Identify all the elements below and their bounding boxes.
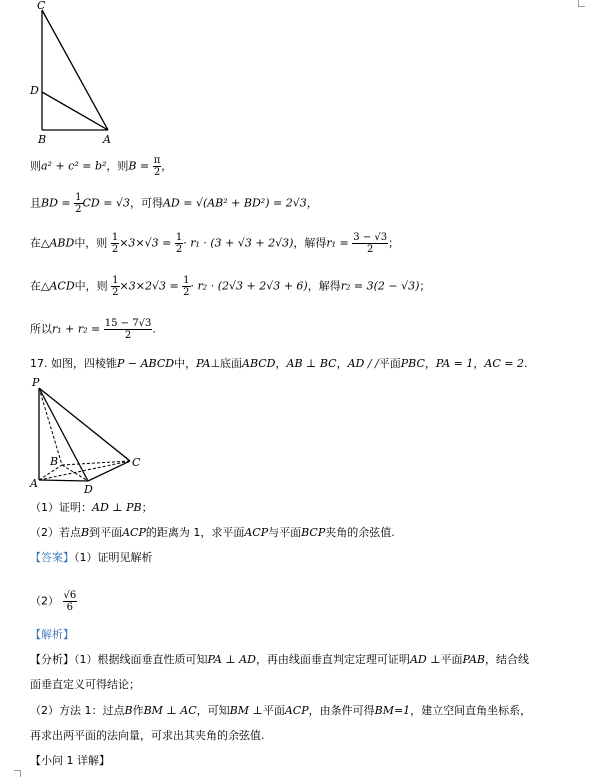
q17-m8: AC = 2 [484, 357, 524, 370]
analysis-f3-m4: BM=1 [374, 704, 411, 717]
sol16-l3-m1: ×3×√3 = [119, 236, 172, 250]
sol16-l4-n2: 1 [183, 275, 190, 286]
q17-t3: ⊥底面 [210, 357, 243, 370]
sol16-l1-a: 则 [30, 159, 41, 173]
corner-mark-bottom-left [14, 770, 21, 777]
edge-ca [42, 10, 108, 130]
parts-p2-b: B [81, 526, 90, 539]
fraction-pi-over-2 [153, 155, 162, 178]
sol16-l3-tri: △ABD [41, 236, 75, 250]
sol16-l3-d1: 2 [111, 244, 119, 255]
q17-t1: 17. 如图，四棱锥 [30, 357, 117, 370]
analysis-line-3 [30, 703, 531, 719]
q17-m7: PA = 1 [435, 357, 474, 370]
sol16-l3-m2: · r₁ · (3 + √3 + 2√3) [183, 236, 294, 250]
analysis-tag [30, 627, 74, 643]
analysis-f3-e: 平面 [262, 704, 285, 717]
sol16-l1-den: 2 [153, 167, 161, 178]
label-b: B [38, 133, 47, 146]
sol16-l4-d2: 2 [183, 287, 190, 298]
sol16-l5-end: . [152, 322, 156, 336]
q17-m4: AB ⊥ BC [286, 357, 337, 370]
parts-p2-a: （2）若点 [30, 526, 81, 539]
sol16-l4-c: ，解得 [307, 279, 341, 293]
solution-line-5 [30, 318, 156, 341]
pyramid-figure [26, 375, 156, 495]
label-p: P [32, 376, 40, 389]
sol16-l1-var: B = [128, 159, 150, 173]
analysis-f1-m2: AD ⊥ [409, 653, 441, 666]
label-c2: C [132, 456, 141, 469]
sol16-l2-eq3: AD = √(AB² + BD²) = 2√3 [162, 196, 307, 210]
parts-p1-end: ； [141, 501, 153, 514]
sol16-l2-eq2: CD = √3 [82, 196, 130, 210]
solution-line-3 [30, 232, 399, 255]
sol16-l5-m: r₁ + r₂ = [52, 322, 101, 336]
parts-p2-e: 与平面 [268, 526, 302, 539]
answer-a1: （1）证明见解析 [74, 551, 153, 564]
q17-m5: AD / / [347, 357, 379, 370]
edge-dc [88, 461, 130, 481]
q17-t4: ， [275, 357, 287, 370]
analysis-f3-m1: BM ⊥ AC [143, 704, 197, 717]
corner-mark-top-right [578, 0, 585, 7]
analysis-f1-c: 平面 [440, 653, 463, 666]
problem-17-statement [30, 356, 527, 372]
q17-t6: 平面 [378, 357, 401, 370]
sol16-l1-eq: a² + c² = b² [41, 159, 107, 173]
sol16-l2-num: 1 [75, 192, 82, 203]
parts-p2-m2: ACP [244, 526, 269, 539]
answer-line-2 [30, 590, 77, 613]
analysis-f3-m3: ACP [284, 704, 309, 717]
solution-line-1 [30, 155, 172, 178]
analysis-f3-m2: BM ⊥ [229, 704, 263, 717]
q17-t9: . [523, 357, 528, 370]
answer-tag: 【答案】 [30, 551, 74, 564]
analysis-f1-a: （1）根据线面垂直性质可知 [74, 653, 208, 666]
sol16-l3-c: ，解得 [293, 236, 327, 250]
fraction [104, 318, 153, 341]
sol16-l2-eq1: BD = [41, 196, 71, 210]
fraction [111, 232, 119, 255]
q17-m3: ABCD [242, 357, 276, 370]
label-b2: B [50, 455, 59, 468]
analysis-line-1 [30, 652, 529, 668]
sol16-l3-n2: 1 [175, 232, 183, 243]
label-c: C [37, 0, 46, 12]
q17-m1: P − ABCD [117, 357, 175, 370]
sol16-l4-m2: · r₂ · (2√3 + 2√3 + 6) [190, 279, 308, 293]
fraction [182, 275, 190, 298]
sol16-l4-m3: r₂ = 3(2 − √3) [340, 279, 420, 293]
analysis-sub-tag: 【小问 1 详解】 [30, 754, 110, 767]
sol16-l4-tri: △ACD [41, 279, 75, 293]
subquestion-1-tag [30, 753, 110, 769]
analysis-tag: 【解析】 [30, 628, 74, 641]
part-2 [30, 525, 395, 541]
q17-t8: ， [473, 357, 485, 370]
q17-t5: ， [336, 357, 348, 370]
q17-m6: PBC [400, 357, 425, 370]
sol16-l4-n1: 1 [112, 275, 119, 286]
q17-t2: 中， [174, 357, 197, 370]
edge-pc [39, 388, 130, 461]
edge-pb [39, 388, 62, 465]
sol16-l5-a: 所以 [30, 322, 52, 336]
analysis-line-2 [30, 677, 140, 693]
parts-p1-a: （1）证明： [30, 501, 92, 514]
parts-p2-c: 到平面 [89, 526, 123, 539]
analysis-f-tag: 【分析】 [30, 653, 74, 666]
fraction [74, 192, 82, 215]
sol16-l2-a: 且 [30, 196, 41, 210]
analysis-f1-b: ，再由线面垂直判定定理可证明 [255, 653, 410, 666]
label-d: D [30, 84, 39, 97]
label-a2: A [30, 477, 38, 490]
sol16-l3-d2: 2 [175, 244, 183, 255]
sol16-l4-end: ； [419, 279, 431, 293]
sol16-l3-a: 在 [30, 236, 41, 250]
label-d2: D [84, 483, 93, 495]
sol16-l3-end: ； [388, 236, 400, 250]
sol16-l4-m1: ×3×2√3 = [119, 279, 179, 293]
part-1 [30, 500, 153, 516]
analysis-f2: 面垂直定义可得结论； [30, 678, 140, 691]
fraction [111, 275, 119, 298]
analysis-f3-g: ，建立空间直角坐标系， [410, 704, 532, 717]
analysis-line-4 [30, 728, 265, 744]
parts-p2-m3: BCP [301, 526, 326, 539]
answer-line-1 [30, 550, 153, 566]
sol16-l5-n: 15 − 7√3 [104, 318, 152, 329]
answer-fraction [63, 590, 78, 613]
fraction [352, 232, 388, 255]
sol16-l1-num: π [153, 155, 161, 166]
solution-line-4 [30, 275, 430, 298]
answer-a2-label: （2） [30, 594, 59, 608]
q17-m2: PA [196, 357, 211, 370]
analysis-f1-d: ，结合线 [484, 653, 529, 666]
sol16-l2-end: ， [306, 196, 318, 210]
analysis-f3-c: 作 [132, 704, 144, 717]
parts-p2-m1: ACP [122, 526, 146, 539]
answer-a2-den: 6 [66, 602, 74, 613]
sol16-l3-n3: 3 − √3 [353, 232, 388, 243]
edge-pd [39, 388, 88, 481]
label-a: A [103, 133, 111, 146]
sol16-l1-end: ， [161, 159, 173, 173]
sol16-l4-d1: 2 [112, 287, 119, 298]
analysis-f1-m3: PAB [462, 653, 485, 666]
analysis-f1-m1: PA ⊥ AD [207, 653, 256, 666]
sol16-l4-a: 在 [30, 279, 41, 293]
q17-t7: ， [424, 357, 436, 370]
solution-line-2 [30, 192, 318, 215]
fraction [175, 232, 183, 255]
sol16-l5-d: 2 [124, 330, 132, 341]
answer-a2-num: √6 [63, 590, 77, 601]
parts-p2-d: 的距离为 1，求平面 [145, 526, 245, 539]
sol16-l3-b: 中，则 [74, 236, 108, 250]
analysis-f3-b: B [124, 704, 133, 717]
sol16-l1-b: ，则 [106, 159, 129, 173]
sol16-l3-d3: 2 [367, 244, 374, 255]
edge-ad [39, 480, 88, 481]
sol16-l3-n1: 1 [111, 232, 119, 243]
analysis-f3-f: ，由条件可得 [308, 704, 375, 717]
parts-p2-f: 夹角的余弦值. [325, 526, 395, 539]
triangle-figure [28, 0, 128, 146]
sol16-l3-m3: r₁ = [326, 236, 349, 250]
sol16-l2-b: ，可得 [129, 196, 163, 210]
analysis-f3-a: （2）方法 1：过点 [30, 704, 125, 717]
analysis-f3-d: ，可知 [196, 704, 230, 717]
sol16-l4-b: 中，则 [74, 279, 108, 293]
analysis-f4: 再求出两平面的法向量，可求出其夹角的余弦值. [30, 729, 265, 742]
sol16-l2-den: 2 [75, 204, 82, 215]
parts-p1-m: AD ⊥ PB [92, 501, 142, 514]
